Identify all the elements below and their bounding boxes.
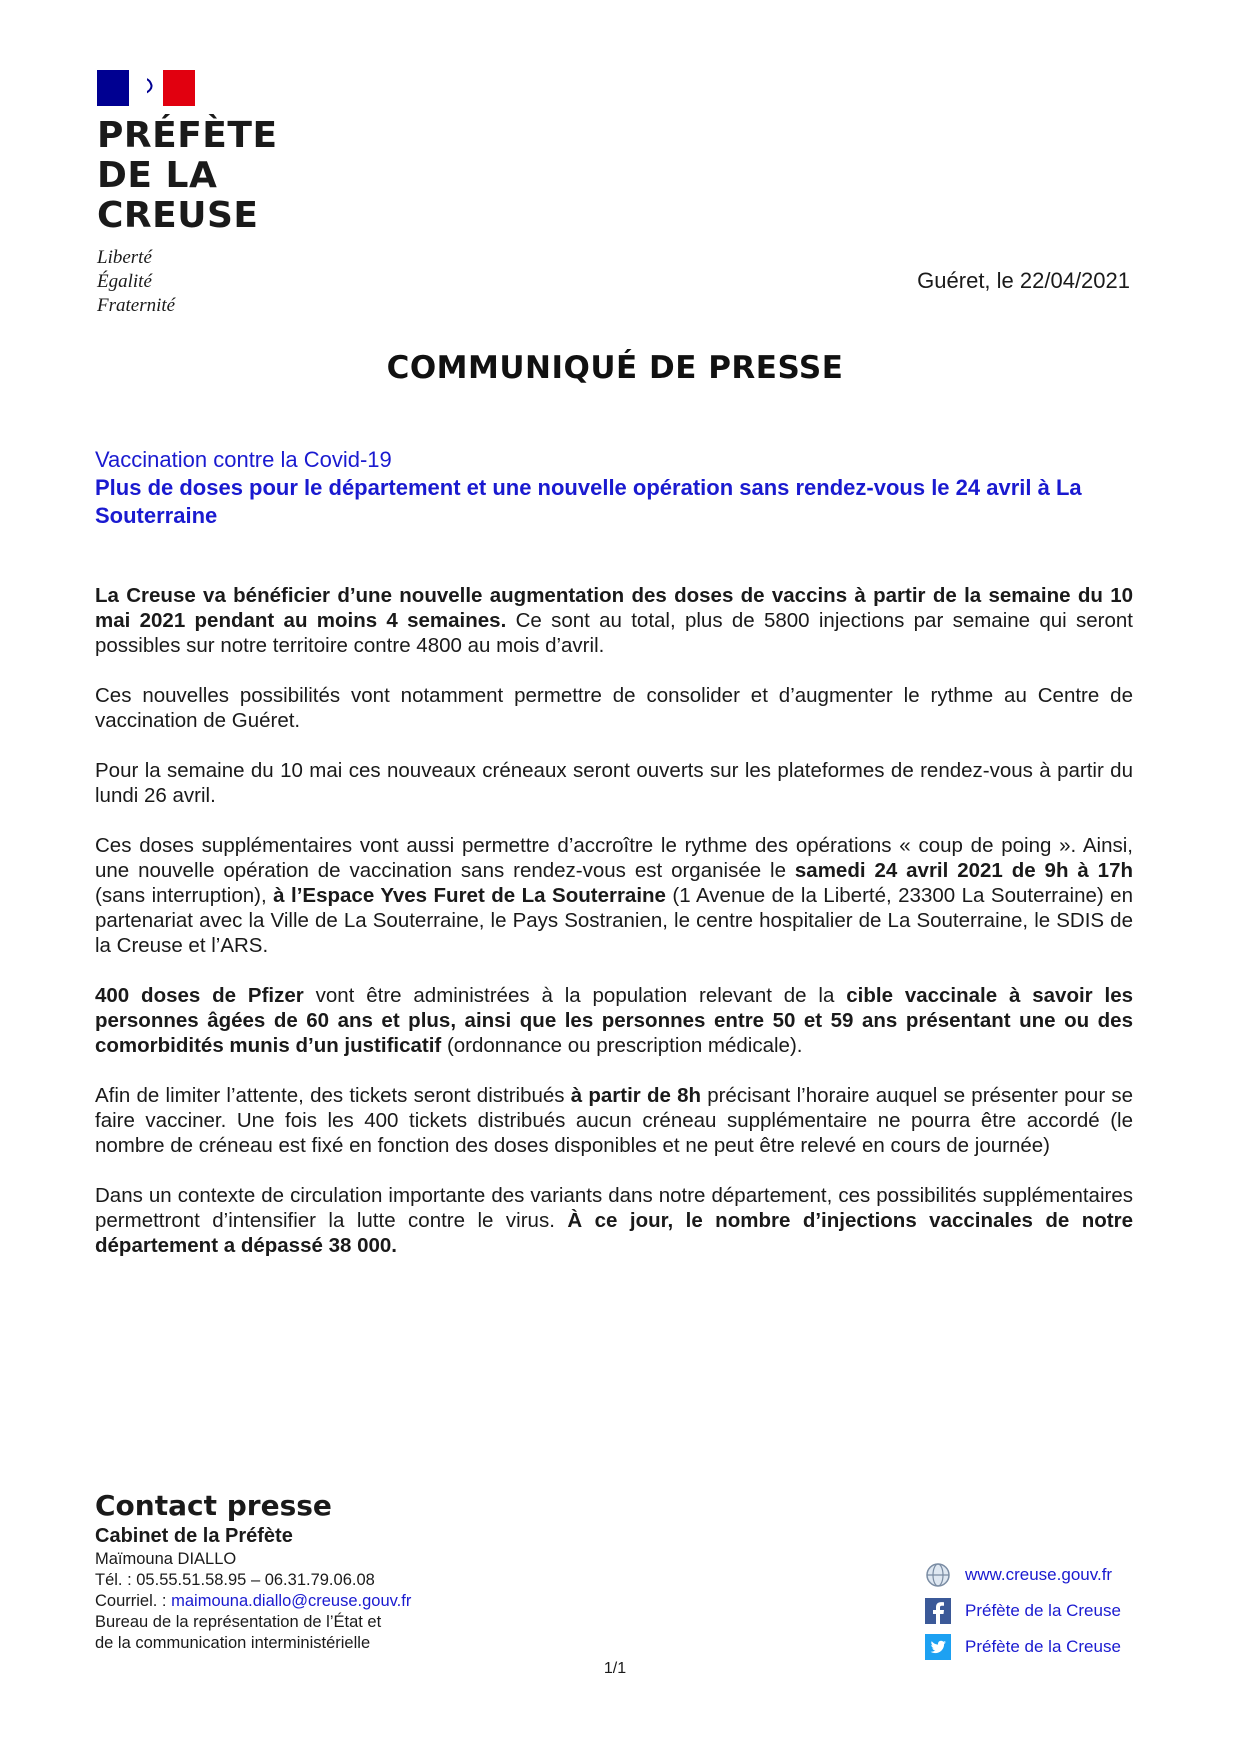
website-link[interactable]: www.creuse.gouv.fr	[965, 1565, 1113, 1584]
subject-headline: Plus de doses pour le département et une nouvelle opération sans rendez-vous le 24 avril à La Souterraine	[95, 475, 1082, 528]
contact-email-line	[95, 1591, 595, 1612]
paragraph-7-bold: À ce jour, le nombre d’injections vaccinales de notre département a dépassé 38 000.	[95, 1209, 1133, 1257]
paragraph-4-text-e: (1 Avenue de la Liberté, 23300 La Souterraine) en partenariat avec la Ville de La Souterraine, le Pays Sostranien, le centre hospitalier de La Souterraine, le SDIS de la Creuse et l’ARS.	[95, 884, 1133, 957]
prefecture-name-line2: DE LA CREUSE	[97, 155, 259, 236]
marianne-profile-icon	[147, 74, 167, 102]
republic-motto	[97, 246, 367, 318]
paragraph-5-target-bold: cible vaccinale à savoir les personnes âgées de 60 ans et plus, ainsi que les personnes entre 50 et 59 ans présentant une ou des comorbidités munis d’un justificatif	[95, 984, 1133, 1057]
paragraph-6	[95, 1083, 1133, 1158]
paragraph-4	[95, 833, 1133, 958]
paragraph-6-text-a: Afin de limiter l’attente, des tickets seront distribués	[95, 1084, 571, 1107]
paragraph-3: Pour la semaine du 10 mai ces nouveaux créneaux seront ouverts sur les plateformes de rendez-vous à partir du lundi 26 avril.	[95, 759, 1133, 807]
press-release-body	[95, 583, 1133, 1283]
paragraph-6-time-bold: à partir de 8h	[570, 1084, 701, 1107]
motto-fraternite: Fraternité	[97, 295, 176, 316]
paragraph-5-text-b: vont être administrées à la population relevant de la	[303, 984, 847, 1007]
twitter-link[interactable]: Préfète de la Creuse	[965, 1637, 1121, 1656]
paragraph-1	[95, 583, 1133, 658]
twitter-icon	[925, 1634, 951, 1660]
contact-phone: Tél. : 05.55.51.58.95 – 06.31.79.06.08	[95, 1571, 375, 1589]
paragraph-2: Ces nouvelles possibilités vont notamment permettre de consolider et d’augmenter le rythme au Centre de vaccination de Guéret.	[95, 684, 1133, 732]
paragraph-4-date-bold: samedi 24 avril 2021 de 9h à 17h	[794, 859, 1133, 882]
facebook-link[interactable]: Préfète de la Creuse	[965, 1601, 1121, 1620]
subject-block	[95, 446, 1133, 530]
paragraph-7-text-a: Dans un contexte de circulation importante des variants dans notre département, ces possibilités supplémentaires permettront d’intensifier la lutte contre le virus.	[95, 1184, 1133, 1232]
document-date: Guéret, le 22/04/2021	[917, 268, 1130, 293]
paragraph-4-text-a: Ces doses supplémentaires vont aussi permettre d’accroître le rythme des opérations « coup de poing ». Ainsi, une nouvelle opération de vaccination sans rendez-vous est organisée le	[95, 834, 1133, 882]
paragraph-4-text-c: (sans interruption),	[95, 884, 274, 907]
paragraph-5-text-d: (ordonnance ou prescription médicale).	[441, 1034, 803, 1057]
marianne-flag-icon	[97, 70, 195, 106]
prefecture-name	[97, 116, 367, 236]
page-number: 1/1	[603, 1660, 627, 1677]
contact-bureau-line2: de la communication interministérielle	[95, 1634, 371, 1652]
social-links	[925, 1557, 1135, 1665]
globe-icon	[925, 1562, 951, 1588]
paragraph-4-place-bold: à l’Espace Yves Furet de La Souterraine	[273, 884, 666, 907]
paragraph-5	[95, 983, 1133, 1058]
prefecture-logo	[97, 70, 367, 318]
paragraph-6-text-c: précisant l’horaire auquel se présenter pour se faire vacciner. Une fois les 400 tickets distribués aucun créneau supplémentaire ne pourra être accordé (le nombre de créneau est fixé en fonction des doses disponibles et ne peut être relevé en cours de journée)	[95, 1084, 1133, 1157]
contact-email-link[interactable]: maimouna.diallo@creuse.gouv.fr	[171, 1592, 412, 1610]
page-title: COMMUNIQUÉ DE PRESSE	[386, 350, 844, 386]
subject-line: Vaccination contre la Covid-19	[95, 447, 392, 472]
motto-liberte: Liberté	[97, 247, 152, 268]
contact-subtitle: Cabinet de la Préfète	[95, 1525, 293, 1547]
facebook-icon	[925, 1598, 951, 1624]
paragraph-1-text: Ce sont au total, plus de 5800 injections par semaine qui seront possibles sur notre territoire contre 4800 au mois d’avril.	[95, 609, 1133, 657]
paragraph-7	[95, 1183, 1133, 1258]
website-link-row[interactable]	[925, 1557, 1135, 1593]
prefecture-name-line1: PRÉFÈTE	[97, 115, 278, 156]
contact-bureau-line1: Bureau de la représentation de l’État et	[95, 1613, 382, 1631]
paragraph-5-doses-bold: 400 doses de Pfizer	[95, 984, 304, 1007]
contact-email-label: Courriel. :	[95, 1592, 172, 1610]
paragraph-1-bold: La Creuse va bénéficier d’une nouvelle augmentation des doses de vaccins à partir de la semaine du 10 mai 2021 pendant au moins 4 semaines.	[95, 584, 1133, 632]
facebook-link-row[interactable]	[925, 1593, 1135, 1629]
motto-egalite: Égalité	[97, 271, 152, 292]
contact-title: Contact presse	[95, 1489, 332, 1522]
contact-name: Maïmouna DIALLO	[95, 1550, 237, 1568]
press-contact	[95, 1489, 595, 1654]
